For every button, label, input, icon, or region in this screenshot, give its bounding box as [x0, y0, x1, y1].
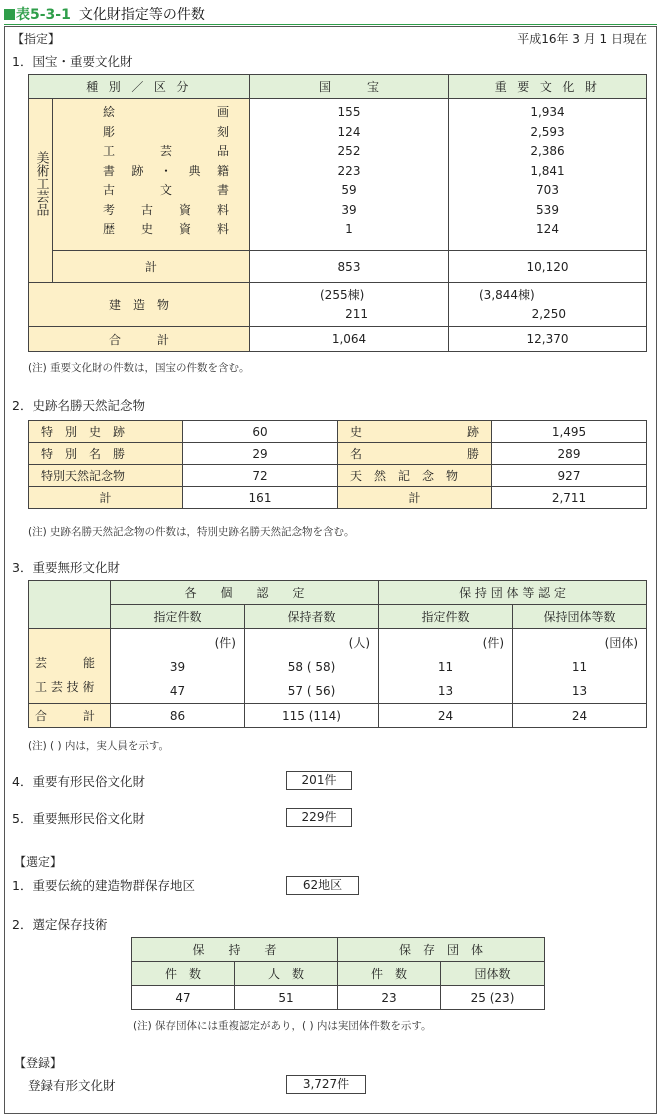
table-number: 表5-3-1: [16, 7, 71, 23]
art-crafts-label: [29, 99, 53, 283]
col-header-type: 種 別 ／ 区 分: [29, 75, 250, 99]
cell-value: 25 (23): [441, 986, 545, 1010]
group-recognition-header: 保 持 団 体 等 認 定: [379, 581, 647, 605]
holders-group-header: 保 持 者: [132, 938, 338, 962]
left-total-label: 計: [29, 487, 183, 509]
national-values: [250, 99, 449, 251]
special-historic-site-label: 特 別 史 跡: [29, 421, 183, 443]
right-total-label: 計: [338, 487, 492, 509]
art-crafts-text: 美術工芸品: [33, 151, 49, 216]
important-value: 703: [536, 183, 559, 197]
intangible-col: [379, 629, 513, 704]
title-square-icon: [4, 9, 15, 20]
section1-note: (注) 重要文化財の件数は，国宝の件数を含む。: [28, 362, 250, 374]
total-value: 115 (114): [245, 704, 379, 728]
cell-value: 51: [235, 986, 338, 1010]
section3-heading: 3．重要無形文化財: [12, 560, 120, 575]
cell-value: 23: [338, 986, 441, 1010]
building-national-note: (255棟): [320, 287, 365, 302]
intangible-names: [29, 629, 111, 704]
total-value: 86: [111, 704, 245, 728]
col-header: 指定件数: [111, 605, 245, 629]
intangible-col: [513, 629, 647, 704]
cell-value: 39: [169, 660, 186, 674]
tech-group-header: [132, 938, 545, 962]
total-label: 合 計: [29, 327, 250, 352]
row-name: 工 芸 技 術: [35, 680, 95, 694]
table-title: [4, 4, 657, 24]
total-national: 1,064: [250, 327, 449, 352]
intangible-col: [111, 629, 245, 704]
national-value: 252: [337, 144, 361, 158]
important-value: 1,841: [530, 163, 565, 178]
building-row: [29, 283, 647, 327]
special-scenic-label: 特 別 名 勝: [29, 443, 183, 465]
scenic-char2: 勝: [466, 447, 479, 461]
subtotal-important: 10,120: [449, 251, 647, 283]
building-important-note: (3,844棟): [479, 287, 535, 302]
subtotal-label: 計: [53, 251, 250, 283]
registration-label: 登録有形文化財: [28, 1078, 116, 1093]
left-total-value: 161: [183, 487, 338, 509]
total-row: [29, 327, 647, 352]
cell-value: 13: [437, 684, 454, 698]
orgs-group-header: 保 存 団 体: [338, 938, 545, 962]
building-national-value: 211: [345, 306, 368, 321]
col-header: 件 数: [132, 962, 235, 986]
historic-site-value: 1,495: [492, 421, 647, 443]
cell-value: 57 ( 56): [287, 684, 336, 698]
total-important: 12,370: [449, 327, 647, 352]
building-important-cell: [449, 283, 647, 327]
national-treasure-table: [28, 74, 647, 352]
col-header: 保持者数: [245, 605, 379, 629]
section2-note: (注) 史跡名勝天然記念物の件数は，特別史跡名勝天然記念物を含む。: [28, 526, 355, 538]
building-label: 建 造 物: [29, 283, 250, 327]
cell-value: 11: [437, 660, 454, 674]
individual-group-header: 各 個 認 定: [111, 581, 379, 605]
unit-label: (人): [348, 636, 371, 650]
row-name-painting: 絵 画: [103, 105, 229, 119]
col-header: 保持団体等数: [513, 605, 647, 629]
cell-value: 47: [169, 684, 186, 698]
col-header-national: 国 宝: [250, 75, 449, 99]
as-of-date: 平成16年 3 月 1 日現在: [517, 32, 647, 46]
scenic-value: 289: [492, 443, 647, 465]
unit-label: (件): [482, 636, 505, 650]
cell-value: 11: [571, 660, 588, 674]
national-value: 1: [345, 222, 353, 236]
tech-values-row: [132, 986, 545, 1010]
row-name-archaeology: 考 古 資 料: [103, 202, 229, 217]
col-header: 指定件数: [379, 605, 513, 629]
art-crafts-block: [29, 99, 647, 251]
section3-note: (注) ( ) 内は，実人員を示す。: [28, 740, 170, 752]
national-value: 223: [337, 163, 361, 178]
special-monument-label: 特別天然記念物: [29, 465, 183, 487]
selection1-heading: 1．重要伝統的建造物群保存地区: [12, 878, 195, 893]
national-value: 124: [337, 124, 361, 139]
sites-row: [29, 443, 647, 465]
selection-header: 【選定】: [14, 855, 63, 869]
national-value: 39: [341, 202, 357, 217]
sites-row: [29, 421, 647, 443]
col-header: 件 数: [338, 962, 441, 986]
historic-sites-table: [28, 420, 647, 509]
selection1-value-box: 62地区: [286, 876, 359, 895]
row-name-documents: 古 文 書: [103, 183, 229, 197]
scenic-label: [338, 443, 492, 465]
col-header: 人 数: [235, 962, 338, 986]
cell-value: 58 ( 58): [287, 660, 336, 674]
registration-value-box: 3,727件: [286, 1075, 366, 1094]
historic-site-label: [338, 421, 492, 443]
subtotal-national: 853: [250, 251, 449, 283]
col-header: 団体数: [441, 962, 545, 986]
registration-header: 【登録】: [14, 1056, 63, 1070]
intangible-col-header: [29, 605, 647, 629]
row-name-calligraphy: 書 跡 ・ 典 籍: [103, 163, 229, 178]
intangible-total-row: [29, 704, 647, 728]
designation-header: 【指定】: [12, 32, 61, 46]
total-value: 24: [513, 704, 647, 728]
title-rule: [4, 24, 657, 25]
cell-value: 13: [571, 684, 588, 698]
important-value: 1,934: [530, 105, 565, 119]
section4-value-box: 201件: [286, 771, 352, 790]
subtotal-row: [29, 251, 647, 283]
building-national-cell: [250, 283, 449, 327]
sites-total-row: [29, 487, 647, 509]
important-value: 2,386: [530, 144, 565, 158]
section4-heading: 4．重要有形民俗文化財: [12, 774, 145, 789]
important-value: 539: [536, 202, 559, 217]
row-name-crafts: 工 芸 品: [103, 144, 229, 158]
intangible-body: [29, 629, 647, 704]
preservation-tech-table: [131, 937, 545, 1010]
building-important-value: 2,250: [531, 306, 566, 321]
section5-heading: 5．重要無形民俗文化財: [12, 811, 145, 826]
col-header-important: 重 要 文 化 財: [449, 75, 647, 99]
tech-col-header: [132, 962, 545, 986]
right-total-value: 2,711: [492, 487, 647, 509]
intangible-table: [28, 580, 647, 728]
intangible-total-label: 合 計: [29, 704, 111, 728]
section1-heading: 1．国宝・重要文化財: [12, 54, 133, 69]
row-name-sculpture: 彫 刻: [103, 124, 229, 139]
intangible-col: [245, 629, 379, 704]
table-title-text: 文化財指定等の件数: [78, 7, 205, 23]
national-value: 59: [341, 183, 357, 197]
unit-label: (団体): [604, 636, 639, 650]
important-value: 2,593: [530, 124, 565, 139]
important-values: [449, 99, 647, 251]
historic-site-char1: 史: [350, 425, 363, 439]
special-historic-site-value: 60: [183, 421, 338, 443]
national-value: 155: [337, 105, 361, 119]
row-name-history: 歴 史 資 料: [103, 222, 229, 236]
special-monument-value: 72: [183, 465, 338, 487]
row-name: 芸 能: [35, 656, 96, 670]
cell-value: 47: [132, 986, 235, 1010]
unit-label: (件): [214, 636, 236, 650]
scenic-char1: 名: [350, 447, 363, 461]
selection2-heading: 2．選定保存技術: [12, 917, 108, 932]
selection2-note: (注) 保存団体には重複認定があり，( ) 内は実団体件数を示す。: [133, 1020, 432, 1032]
intangible-corner: [29, 581, 111, 629]
monument-value: 927: [492, 465, 647, 487]
section5-value-box: 229件: [286, 808, 352, 827]
table-header-row: [29, 75, 647, 99]
intangible-group-header: [29, 581, 647, 605]
important-value: 124: [536, 222, 559, 236]
historic-site-char2: 跡: [466, 425, 479, 439]
monument-label: 天 然 記 念 物: [338, 465, 492, 487]
sites-row: [29, 465, 647, 487]
total-value: 24: [379, 704, 513, 728]
special-scenic-value: 29: [183, 443, 338, 465]
art-crafts-names: [53, 99, 250, 251]
section2-heading: 2．史跡名勝天然記念物: [12, 398, 145, 413]
